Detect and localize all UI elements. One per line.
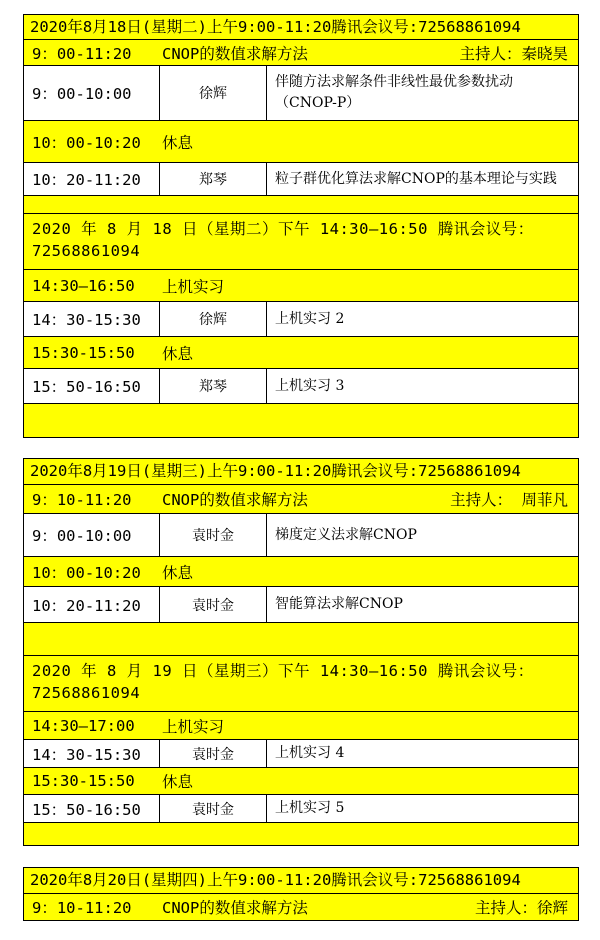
talk-row: [23, 513, 579, 556]
talk-speaker: 袁时金: [160, 740, 267, 767]
break-time: 10：00-10:20: [32, 133, 141, 152]
session-host: 主持人：徐辉: [474, 899, 568, 917]
schedule-block-aug19-pm: [23, 655, 579, 846]
talk-time: 15：50-16:50: [24, 369, 160, 403]
talk-speaker: 郑琴: [160, 369, 267, 403]
session-host: 主持人：秦晓昊: [459, 44, 568, 63]
talk-row: [23, 739, 579, 767]
talk-time: 10：20-11:20: [24, 587, 160, 622]
session-time: 9：10-11:20: [32, 899, 132, 917]
schedule-block-aug18-am: [23, 14, 579, 214]
block-header: 2020年8月20日(星期四)上午9:00-11:20腾讯会议号:72568861094: [23, 867, 579, 893]
session-time: 14:30—16:50: [32, 276, 135, 295]
talk-topic: 智能算法求解CNOP: [275, 596, 403, 612]
talk-speaker: 袁时金: [160, 514, 267, 556]
talk-row: [23, 794, 579, 822]
block-header: 2020 年 8 月 18 日（星期二）下午 14:30—16:50 腾讯会议号：72568861094: [23, 213, 579, 269]
spacer-row: [23, 822, 579, 846]
talk-time: 14：30-15:30: [24, 302, 160, 336]
session-title: 上机实习: [162, 277, 225, 296]
talk-time: 14：30-15:30: [24, 740, 160, 767]
talk-time: 10：20-11:20: [24, 163, 160, 195]
talk-topic: 上机实习 3: [275, 377, 345, 394]
spacer-row: [23, 622, 579, 655]
session-title: 上机实习: [162, 717, 225, 736]
schedule-block-aug19-am: [23, 458, 579, 655]
talk-speaker: 徐辉: [160, 66, 267, 120]
break-time: 10：00-10:20: [32, 563, 141, 582]
talk-row: [23, 162, 579, 195]
talk-time: 15：50-16:50: [24, 795, 160, 822]
session-row: [23, 893, 579, 921]
break-label: 休息: [162, 773, 194, 791]
talk-row: [23, 65, 579, 120]
break-row: [23, 120, 579, 162]
talk-speaker: 袁时金: [160, 795, 267, 822]
session-time: 9：10-11:20: [32, 491, 132, 509]
talk-row: [23, 301, 579, 336]
session-row: [23, 711, 579, 739]
session-title: CNOP的数值求解方法: [162, 491, 308, 509]
talk-topic: 伴随方法求解条件非线性最优参数扰动（CNOP-P）: [275, 74, 513, 111]
talk-speaker: 徐辉: [160, 302, 267, 336]
session-time: 9：00-11:20: [32, 44, 132, 63]
break-time: 15:30-15:50: [32, 772, 135, 790]
talk-time: 9：00-10:00: [24, 66, 160, 120]
schedule-block-aug20-am: [23, 867, 579, 927]
talk-speaker: 袁时金: [160, 587, 267, 622]
session-host: 主持人： 周菲凡: [450, 491, 568, 509]
break-label: 休息: [162, 133, 194, 152]
break-row: [23, 767, 579, 794]
session-time: 14:30—17:00: [32, 716, 135, 735]
talk-topic: 粒子群优化算法求解CNOP的基本理论与实践: [275, 170, 557, 187]
session-row: [23, 269, 579, 301]
spacer-row: [23, 403, 579, 438]
session-title: CNOP的数值求解方法: [162, 44, 308, 63]
break-row: [23, 336, 579, 368]
schedule-block-aug18-pm: [23, 213, 579, 439]
talk-time: 9：00-10:00: [24, 514, 160, 556]
session-row: [23, 484, 579, 513]
break-time: 15:30-15:50: [32, 343, 135, 362]
talk-speaker: 郑琴: [160, 163, 267, 195]
session-title: CNOP的数值求解方法: [162, 899, 308, 917]
block-header: 2020年8月18日(星期二)上午9:00-11:20腾讯会议号:72568861094: [23, 14, 579, 39]
talk-topic: 上机实习 4: [275, 745, 345, 761]
block-header: 2020年8月19日(星期三)上午9:00-11:20腾讯会议号:72568861094: [23, 458, 579, 484]
block-header: 2020 年 8 月 19 日（星期三）下午 14:30—16:50 腾讯会议号：72568861094: [23, 655, 579, 711]
talk-topic: 上机实习 2: [275, 310, 345, 327]
break-row: [23, 556, 579, 586]
break-label: 休息: [162, 563, 194, 582]
talk-topic: 上机实习 5: [275, 800, 345, 816]
break-label: 休息: [162, 344, 194, 363]
talk-row: [23, 368, 579, 403]
talk-topic: 梯度定义法求解CNOP: [275, 526, 417, 543]
session-row: [23, 39, 579, 65]
talk-row: [23, 586, 579, 622]
